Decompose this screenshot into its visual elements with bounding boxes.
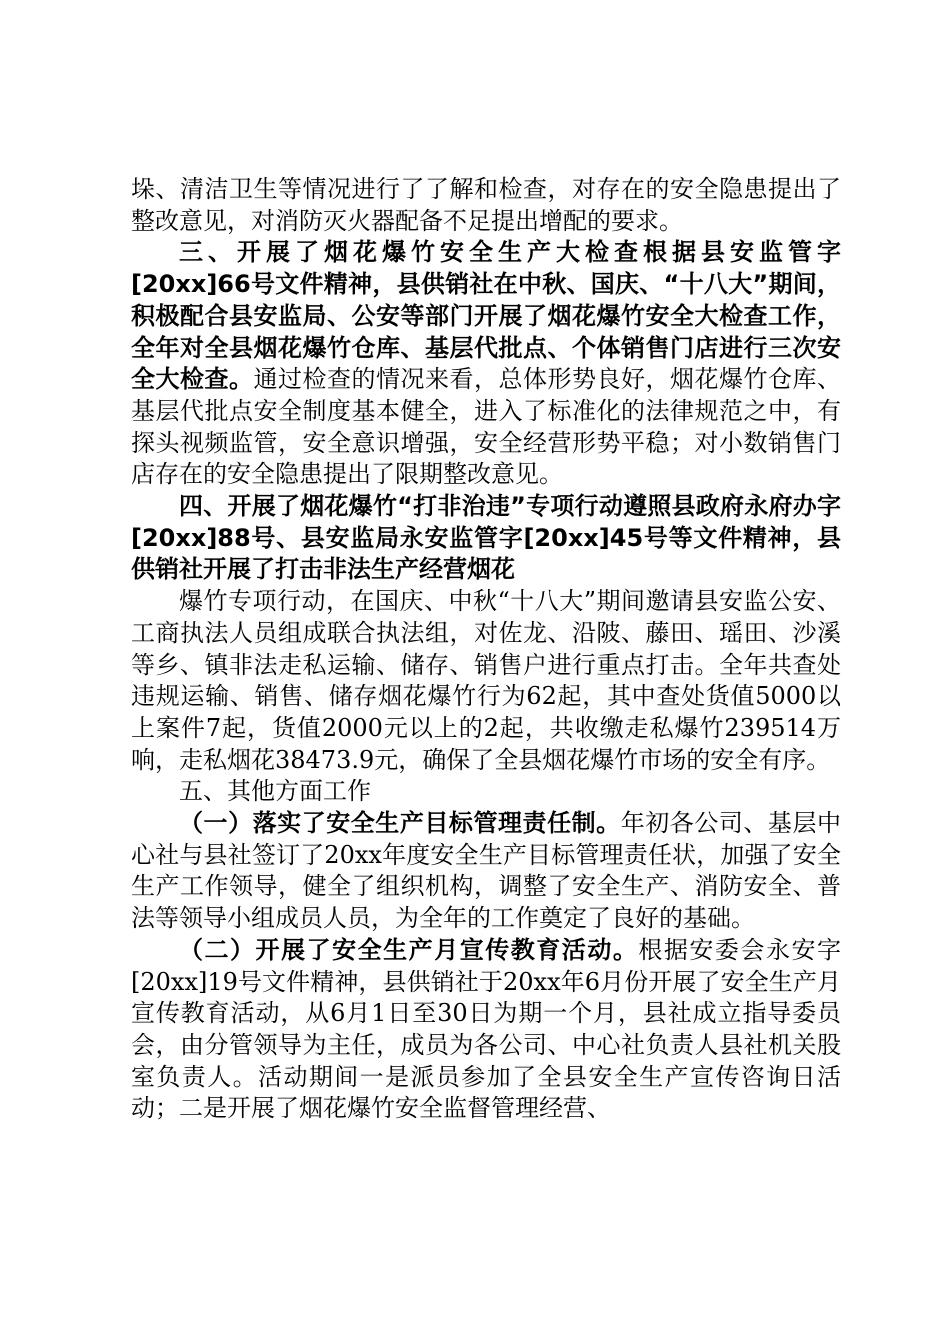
section-three <box>131 237 841 491</box>
subsection-one <box>131 808 841 935</box>
paragraph-text: 垛、清洁卫生等情况进行了了解和检查，对存在的安全隐患提出了整改意见，对消防灭火器配备不足提出增配的要求。 <box>131 175 841 235</box>
heading-text: 五、其他方面工作 <box>179 777 371 806</box>
section-four-heading: 四、开展了烟花爆竹“打非治违”专项行动遵照县政府永府办字[20xx]88号、县安监局永安监管字[20xx]45号等文件精神，县供销社开展了打击非法生产经营烟花 <box>131 492 841 584</box>
section-five-heading <box>131 776 841 808</box>
section-four-body <box>131 586 841 776</box>
section-three-heading: 三、开展了烟花爆竹安全生产大检查根据县安监管字[20xx]66号文件精神，县供销社在中秋、国庆、“十八大”期间，积极配合县安监局、公安等部门开展了烟花爆竹安全大检查工作，全年对全县烟花爆竹仓库、基层代批点、个体销售门店进行三次安全大检查。 <box>131 238 841 394</box>
subsection-one-heading: （一）落实了安全生产目标管理责任制。 <box>179 809 621 838</box>
paragraph-continuation <box>131 174 841 237</box>
subsection-two <box>131 935 841 1125</box>
paragraph-text: 爆竹专项行动，在国庆、中秋“十八大”期间邀请县安监公安、工商执法人员组成联合执法组，对佐龙、沿陂、藤田、瑶田、沙溪等乡、镇非法走私运输、储存、销售户进行重点打击。全年共查处违规运输、销售、储存烟花爆竹行为62起，其中查处货值5000以上案件7起，货值2000元以上的2起，共收缴走私爆竹239514万响，走私烟花38473.9元，确保了全县烟花爆竹市场的安全有序。 <box>131 587 841 774</box>
subsection-two-body: 根据安委会永安字[20xx]19号文件精神，县供销社于20xx年6月份开展了安全生产月宣传教育活动，从6月1日至30日为期一个月，县社成立指导委员会，由分管领导为主任，成员为各公司、中心社负责人县社机关股室负责人。活动期间一是派员参加了全县安全生产宣传咨询日活动；二是开展了烟花爆竹安全监督管理经营、 <box>131 935 841 1123</box>
section-four <box>131 491 841 586</box>
document-page <box>131 174 841 1125</box>
section-three-body: 通过检查的情况来看，总体形势良好，烟花爆竹仓库、基层代批点安全制度基本健全，进入了标准化的法律规范之中，有探头视频监管，安全意识增强，安全经营形势平稳；对小数销售门店存在的安全隐患提出了限期整改意见。 <box>131 365 841 489</box>
subsection-one-body: 年初各公司、基层中心社与县社签订了20xx年度安全生产目标管理责任状，加强了安全生产工作领导，健全了组织机构，调整了安全生产、消防安全、普法等领导小组成员人员，为全年的工作奠定了良好的基础。 <box>131 809 842 933</box>
subsection-two-heading: （二）开展了安全生产月宣传教育活动。 <box>179 935 639 964</box>
